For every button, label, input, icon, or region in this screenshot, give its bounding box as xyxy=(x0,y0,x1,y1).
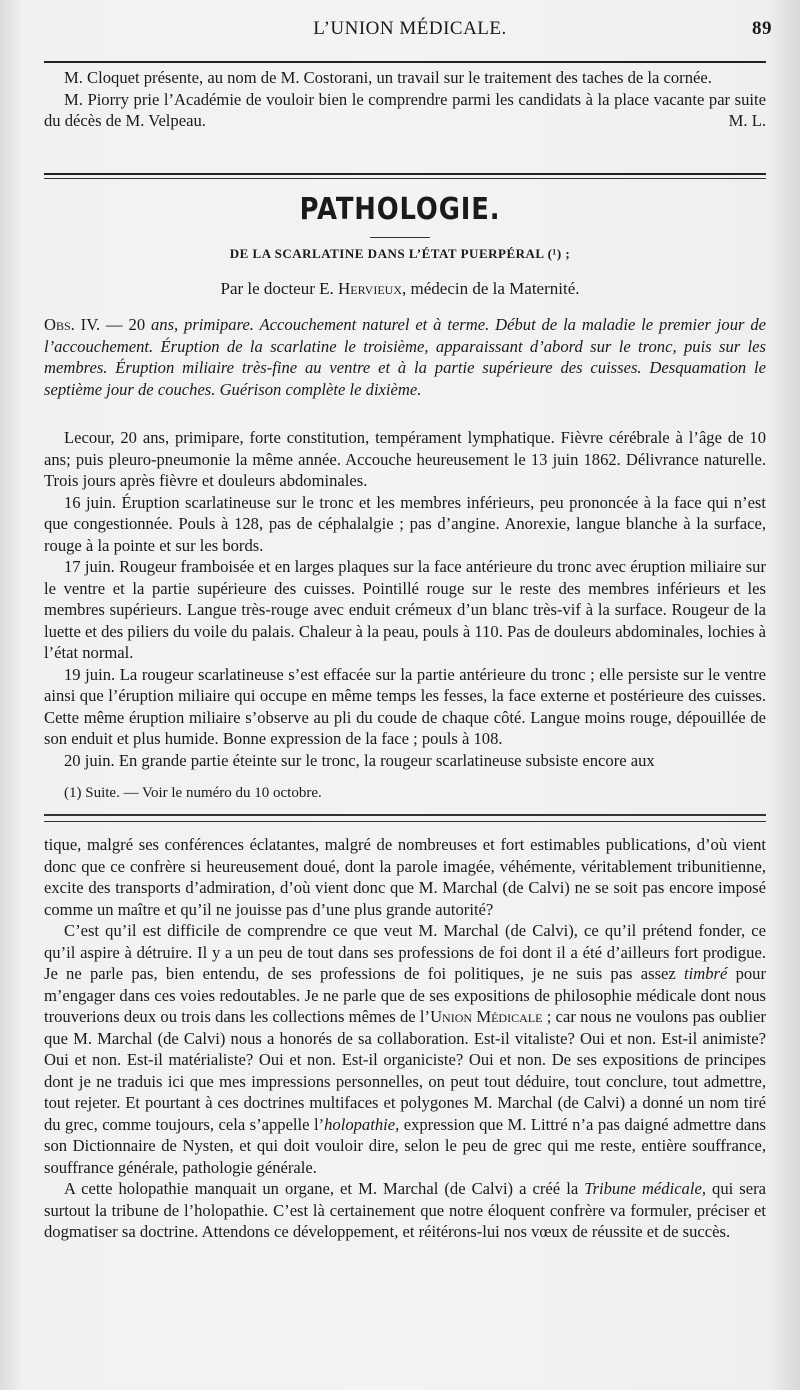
section-rule-1 xyxy=(44,173,766,175)
observation-summary xyxy=(44,314,766,400)
case-paragraph: Lecour, 20 ans, primipare, forte constitution, tempérament lymphatique. Fièvre cérébrale à l’âge de 10 ans; puis pleuro-pneumonie la même année. Accouche heureusement le 13 juin 1862. Délivrance naturelle. Trois jours après fièvre et douleurs abdominales. xyxy=(44,428,766,490)
author-name: Hervieux xyxy=(338,279,403,298)
case-paragraph: 16 juin. Éruption scarlatineuse sur le tronc et les membres inférieurs, peu prononcée à la face qui n’est que congestionnée. Pouls à 128, pas de céphalalgie ; pas d’angine. Anorexie, langue blanche à la surface, rouge à la pointe et sur les bords. xyxy=(44,492,766,555)
paragraph-piorry: M. Piorry prie l’Académie de vouloir bien le comprendre parmi les candidats à la place vacante par suite du décès de M. Velpeau. M. L. xyxy=(44,89,766,130)
feuilleton xyxy=(44,834,766,1243)
feuilleton-paragraph: tique, malgré ses conférences éclatantes, malgré de nombreuses et fort estimables publications, d’où vient donc que ce confrère si heureusement doué, dont la parole imagée, véhémente, véritablement tribunitienne, excite des transports d’admiration, d’où vient donc que M. Marchal (de Calvi) ne se soit pas encore imposé comme un maître et qu’il ne jouisse pas d’une plus grande autorité? xyxy=(44,835,766,919)
feuilleton-paragraph: A cette holopathie manquait un organe, et M. Marchal (de Calvi) a créé la Tribune médicale, qui sera surtout la tribune de l’holopathie. C’est là certainement que notre éloquent confrère va formuler, préciser et dogmatiser sa doctrine. Attendons ce développement, et réitérons-lui nos vœux de réussite et de succès. xyxy=(44,1179,767,1241)
page-number: 89 xyxy=(752,18,772,39)
feuilleton-paragraph: C’est qu’il est difficile de comprendre ce que veut M. Marchal (de Calvi), ce qu’il prétend fonder, ce qu’il aspire à détruire. Il y a un peu de tout dans ses professions de foi dont il a été d’ailleurs fort prodigue. Je ne parle pas, bien entendu, de ses professions de foi politiques, je ne suis pas assez timbré pour m’engager dans ces voies redoutables. Je ne parle que de ses expositions de philosophie médicale dont nous trouverions deux ou trois dans les collections mêmes de l’Union Médicale ; car nous ne voulons pas oublier que M. Marchal (de Calvi) nous a honorés de sa collaboration. Est-il vitaliste? Oui et non. Est-il animiste? Oui et non. Est-il matérialiste? Oui et non. Est-il organiciste? Oui et non. De ses expositions de principes dont je ne traduis ici que mes impressions personnelles, on peut tout déduire, tout conclure, tout admettre, tout rejeter. Et pourtant à ces doctrines multifaces et polygones M. Marchal (de Calvi) a donné un nom tiré du grec, comme toujours, cela s’appelle l’holopathie, expression que M. Littré n’a pas daigné admettre dans son Dictionnaire de Nysten, et qui doit vouloir dire, selon le peu de grec qui me reste, entière souffrance, souffrance générale, pathologie générale. xyxy=(44,921,766,1177)
article-author: Par le docteur E. Hervieux, médecin de la Maternité. xyxy=(220,279,580,298)
case-body xyxy=(44,427,766,771)
header-rule xyxy=(44,61,766,63)
signature: M. L. xyxy=(728,111,766,130)
feuilleton-divider xyxy=(44,814,766,822)
case-paragraph: 20 juin. En grande partie éteinte sur le tronc, la rougeur scarlatineuse subsiste encore aux xyxy=(64,750,655,770)
footnote: (1) Suite. — Voir le numéro du 10 octobre. xyxy=(64,785,322,801)
top-section xyxy=(44,67,766,132)
observation-text: ans, primipare. Accouchement naturel et à terme. Début de la maladie le premier jour de l’accouchement. Éruption de la scarlatine le troisième, apparaissant d’abord sur le tronc, puis sur les membres. Éruption miliaire très-fine au ventre et à la partie supérieure des cuisses. Desquamation le septième jour de couches. Guérison complète le dixième. xyxy=(44,315,766,399)
case-paragraph: 19 juin. La rougeur scarlatineuse s’est effacée sur la partie antérieure du tronc ; elle persiste sur le ventre ainsi que l’éruption miliaire qui occupe en même temps les fesses, la face externe et postérieure des cuisses. Cette même éruption miliaire s’observe au pli du coude de chaque côté. Langue moins rouge, dépouillée de son enduit et plus humide. Bonne expression de la face ; pouls à 108. xyxy=(44,664,766,748)
section-title: PATHOLOGIE. xyxy=(299,192,501,227)
observation-label: Obs. IV. — 20 xyxy=(44,315,151,334)
page-header xyxy=(40,14,780,44)
paragraph-cloquet: M. Cloquet présente, au nom de M. Costorani, un travail sur le traitement des taches de la cornée. xyxy=(64,68,712,87)
case-paragraph: 17 juin. Rougeur framboisée et en larges plaques sur la face antérieure du tronc avec éruption miliaire sur le ventre et la partie supérieure des cuisses. Pointillé rouge sur le reste des membres inférieurs et les membres supérieurs. Langue très-rouge avec enduit crémeux d’un blanc très-vif à la surface. Rougeur de la luette et des piliers du voile du palais. Chaleur à la peau, pouls à 110. Pas de douleurs abdominales, lochies à l’état normal. xyxy=(44,557,766,662)
journal-title: L’UNION MÉDICALE. xyxy=(313,18,507,39)
section-rule-2 xyxy=(44,178,766,179)
journal-name-inline: Union Médicale xyxy=(430,1007,543,1026)
article-subtitle: DE LA SCARLATINE DANS L’ÉTAT PUERPÉRAL (¹) ; xyxy=(229,246,571,261)
title-underline xyxy=(370,237,430,238)
